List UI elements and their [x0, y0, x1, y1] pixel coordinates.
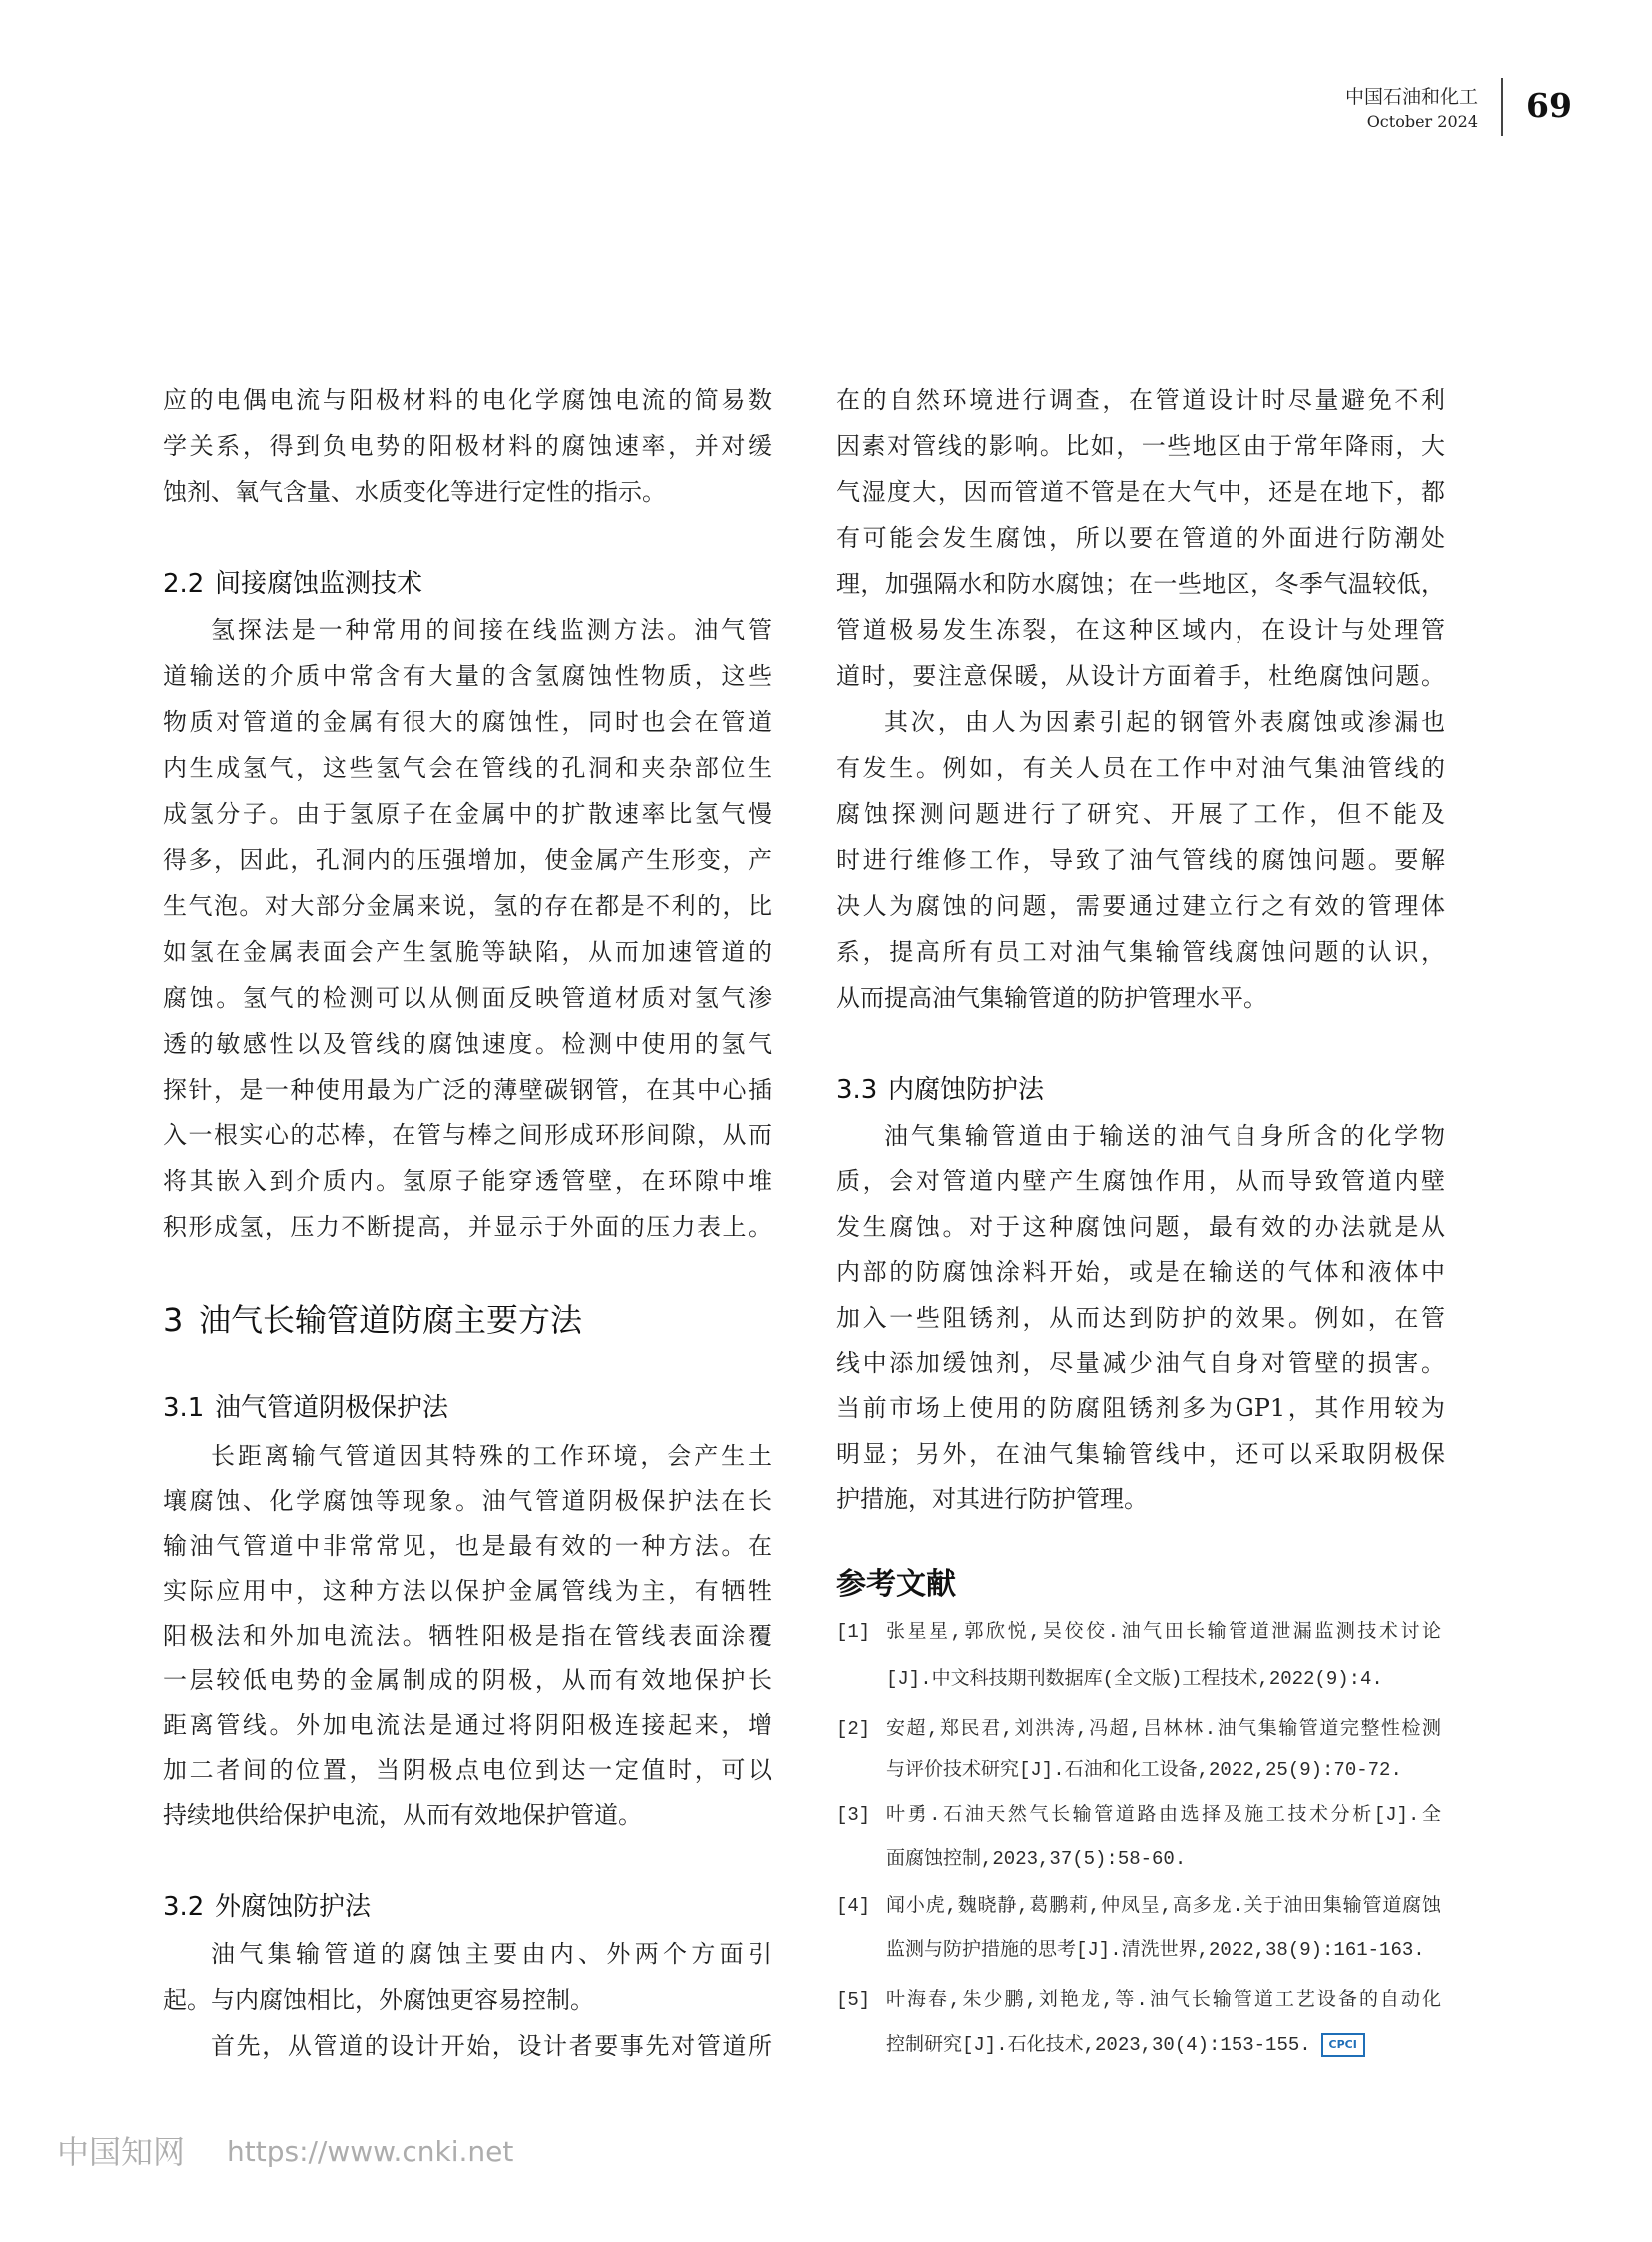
paragraph-line: 当前市场上使用的防腐阻锈剂多为GP1，其作用较为	[836, 1394, 1445, 1422]
section-title: 油气管道阴极保护法	[215, 1393, 449, 1423]
paragraph-line: 从而提高油气集输管道的防护管理水平。	[836, 984, 1267, 1012]
paragraph-line: 距离管线。外加电流法是通过将阴阳极连接起来，增	[163, 1711, 772, 1739]
section-number: 3.3	[836, 1075, 878, 1105]
reference-label: [3]	[836, 1804, 871, 1826]
paragraph-line: 得多，因此，孔洞内的压强增加，使金属产生形变，产	[163, 846, 772, 874]
paragraph-line: 学关系，得到负电势的阳极材料的腐蚀速率，并对缓	[163, 432, 772, 460]
paragraph-line: 其次，由人为因素引起的钢管外表腐蚀或渗漏也	[884, 708, 1445, 736]
paragraph-line: 道输送的介质中常含有大量的含氢腐蚀性物质，这些	[163, 662, 772, 690]
paragraph-line: 一层较低电势的金属制成的阴极，从而有效地保护长	[163, 1666, 772, 1694]
paragraph-line: 因素对管线的影响。比如，一些地区由于常年降雨，大	[836, 432, 1445, 460]
paragraph-line: 入一根实心的芯棒，在管与棒之间形成环形间隙，从而	[163, 1121, 772, 1149]
section-title: 外腐蚀防护法	[215, 1892, 372, 1922]
paragraph-line: 有可能会发生腐蚀，所以要在管道的外面进行防潮处	[836, 524, 1445, 552]
paragraph-line: 阳极法和外加电流法。牺牲阳极是指在管线表面涂覆	[163, 1622, 772, 1650]
paragraph-line: 质，会对管道内壁产生腐蚀作用，从而导致管道内壁	[836, 1167, 1445, 1195]
paragraph-line: 时进行维修工作，导致了油气管线的腐蚀问题。要解	[836, 846, 1445, 874]
paragraph-line: 明显；另外，在油气集输管线中，还可以采取阴极保	[836, 1440, 1445, 1468]
paragraph-line: 实际应用中，这种方法以保护金属管线为主，有牺牲	[163, 1577, 772, 1605]
paragraph-line: 持续地供给保护电流，从而有效地保护管道。	[163, 1801, 642, 1829]
watermark-url: https://www.cnki.net	[227, 2135, 514, 2168]
paragraph-line: 成氢分子。由于氢原子在金属中的扩散速率比氢气慢	[163, 800, 772, 828]
page-number: 69	[1526, 86, 1572, 125]
reference-line: 控制研究[J].石化技术,2023,30(4):153-155.	[886, 2034, 1311, 2056]
paragraph-line: 积形成氢，压力不断提高，并显示于外面的压力表上。	[163, 1213, 772, 1241]
reference-label: [1]	[836, 1621, 871, 1643]
reference-line: [J].中文科技期刊数据库(全文版)工程技术,2022(9):4.	[886, 1668, 1383, 1690]
section-heading-3-2	[163, 1885, 772, 1929]
paragraph-line: 起。与内腐蚀相比，外腐蚀更容易控制。	[163, 1986, 594, 2014]
paragraph-line: 氢探法是一种常用的间接在线监测方法。油气管	[211, 616, 772, 644]
paragraph-line: 加入一些阻锈剂，从而达到防护的效果。例如，在管	[836, 1304, 1445, 1332]
paragraph-line: 生气泡。对大部分金属来说，氢的存在都是不利的，比	[163, 892, 772, 920]
paragraph-line: 发生腐蚀。对于这种腐蚀问题，最有效的办法就是从	[836, 1213, 1445, 1241]
section-number: 3.1	[163, 1393, 205, 1423]
paragraph-line: 油气集输管道由于输送的油气自身所含的化学物	[884, 1122, 1445, 1150]
paragraph-line: 如氢在金属表面会产生氢脆等缺陷，从而加速管道的	[163, 938, 772, 966]
paragraph-line: 腐蚀。氢气的检测可以从侧面反映管道材质对氢气渗	[163, 984, 772, 1012]
paragraph-line: 长距离输气管道因其特殊的工作环境，会产生土	[211, 1442, 772, 1470]
paragraph-line: 在的自然环境进行调查，在管道设计时尽量避免不利	[836, 386, 1445, 414]
paragraph-line: 输油气管道中非常常见，也是最有效的一种方法。在	[163, 1532, 772, 1560]
section-title: 油气长输管道防腐主要方法	[199, 1301, 583, 1339]
paragraph-line: 理，加强隔水和防水腐蚀；在一些地区，冬季气温较低，	[836, 570, 1445, 598]
journal-logo: CPCI	[1321, 2033, 1365, 2057]
reference-line: 面腐蚀控制,2023,37(5):58-60.	[886, 1848, 1187, 1869]
reference-line: 叶勇.石油天然气长输管道路由选择及施工技术分析[J].全	[886, 1804, 1441, 1826]
references-heading: 参考文献	[836, 1567, 956, 1602]
paragraph-line: 线中添加缓蚀剂，尽量减少油气自身对管壁的损害。	[836, 1349, 1445, 1377]
paragraph-line: 透的敏感性以及管线的腐蚀速度。检测中使用的氢气	[163, 1030, 772, 1058]
journal-name: 中国石油和化工	[1344, 86, 1478, 108]
reference-label: [5]	[836, 1989, 871, 2011]
paragraph-line: 壤腐蚀、化学腐蚀等现象。油气管道阴极保护法在长	[163, 1487, 772, 1515]
issue-date: October 2024	[1366, 112, 1478, 131]
paragraph-line: 内部的防腐蚀涂料开始，或是在输送的气体和液体中	[836, 1258, 1445, 1286]
paragraph-line: 物质对管道的金属有很大的腐蚀性，同时也会在管道	[163, 708, 772, 736]
section-number: 3.2	[163, 1892, 205, 1922]
paragraph-line: 应的电偶电流与阳极材料的电化学腐蚀电流的简易数	[163, 386, 772, 414]
reference-line: 安超,郑民君,刘洪涛,冯超,吕林林.油气集输管道完整性检测	[886, 1718, 1441, 1740]
reference-label: [2]	[836, 1718, 871, 1740]
paragraph-line: 决人为腐蚀的问题，需要通过建立行之有效的管理体	[836, 892, 1445, 920]
paragraph-line: 将其嵌入到介质内。氢原子能穿透管壁，在环隙中堆	[163, 1167, 772, 1195]
reference-line: 叶海春,朱少鹏,刘艳龙,等.油气长输管道工艺设备的自动化	[886, 1989, 1441, 2011]
paragraph-line: 有发生。例如，有关人员在工作中对油气集油管线的	[836, 754, 1445, 782]
section-heading-3	[163, 1295, 772, 1345]
reference-line: 与评价技术研究[J].石油和化工设备,2022,25(9):70-72.	[886, 1759, 1402, 1781]
paragraph-line: 首先，从管道的设计开始，设计者要事先对管道所	[211, 2032, 772, 2060]
reference-line-with-logo	[886, 2025, 1441, 2065]
section-title: 内腐蚀防护法	[888, 1075, 1045, 1105]
paragraph-line: 气湿度大，因而管道不管是在大气中，还是在地下，都	[836, 478, 1445, 506]
section-title: 间接腐蚀监测技术	[215, 569, 423, 599]
reference-line: 张星星,郭欣悦,吴佼佼.油气田长输管道泄漏监测技术讨论	[886, 1621, 1441, 1643]
section-number: 2.2	[163, 569, 205, 599]
section-heading-3-1	[163, 1386, 772, 1430]
paragraph-line: 蚀剂、氧气含量、水质变化等进行定性的指示。	[163, 478, 666, 506]
paragraph-line: 道时，要注意保暖，从设计方面着手，杜绝腐蚀问题。	[836, 662, 1445, 690]
reference-line: 闻小虎,魏晓静,葛鹏莉,仲凤呈,高多龙.关于油田集输管道腐蚀	[886, 1895, 1441, 1917]
paragraph-line: 内生成氢气，这些氢气会在管线的孔洞和夹杂部位生	[163, 754, 772, 782]
section-heading-2-2	[163, 562, 772, 606]
reference-line: 监测与防护措施的思考[J].清洗世界,2022,38(9):161-163.	[886, 1939, 1425, 1961]
paragraph-line: 油气集输管道的腐蚀主要由内、外两个方面引	[211, 1940, 772, 1968]
watermark-site-name: 中国知网	[57, 2133, 186, 2171]
reference-label: [4]	[836, 1895, 871, 1917]
paragraph-line: 系，提高所有员工对油气集输管线腐蚀问题的认识，	[836, 938, 1445, 966]
header-divider	[1501, 78, 1503, 136]
paragraph-line: 护措施，对其进行防护管理。	[836, 1485, 1148, 1513]
paragraph-line: 加二者间的位置，当阴极点电位到达一定值时，可以	[163, 1756, 772, 1784]
section-heading-3-3	[836, 1068, 1445, 1112]
section-number: 3	[163, 1301, 184, 1339]
paragraph-line: 腐蚀探测问题进行了研究、开展了工作，但不能及	[836, 800, 1445, 828]
paragraph-line: 管道极易发生冻裂，在这种区域内，在设计与处理管	[836, 616, 1445, 644]
paragraph-line: 探针，是一种使用最为广泛的薄壁碳钢管，在其中心插	[163, 1076, 772, 1104]
